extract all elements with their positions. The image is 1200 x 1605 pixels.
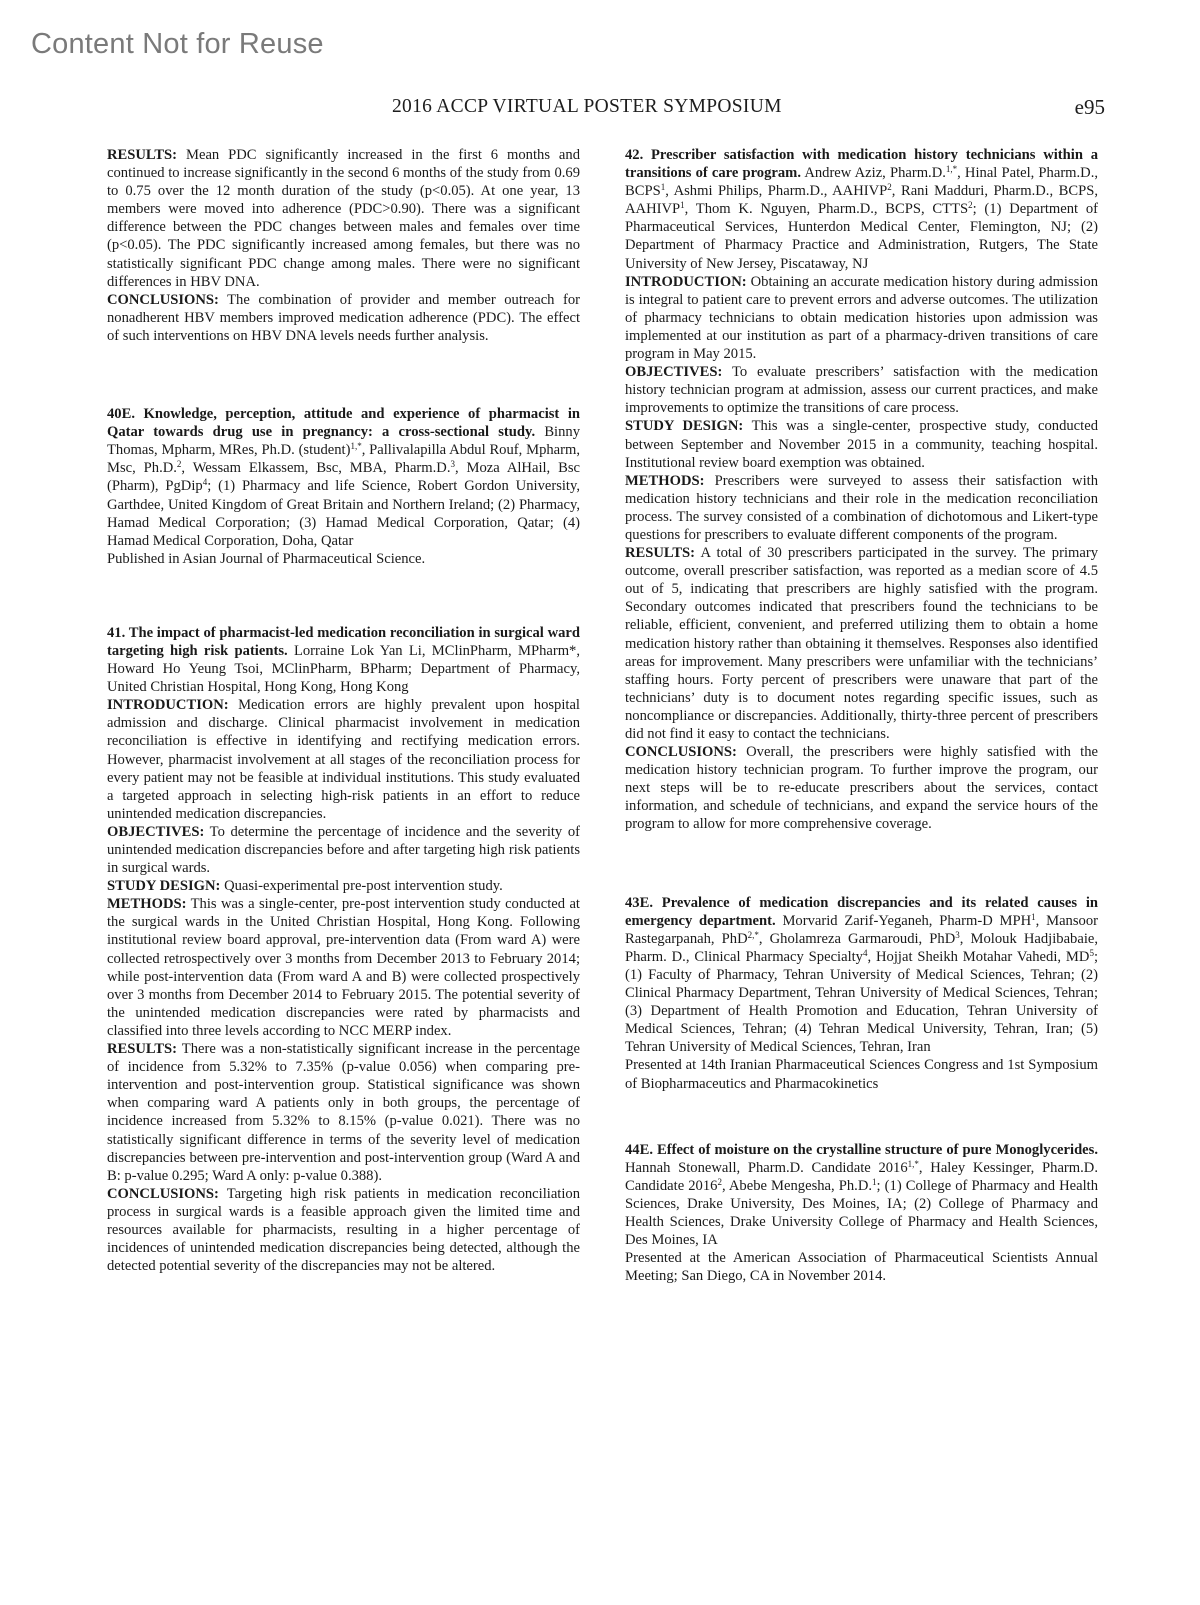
results-text: There was a non-statistically significant increase in the percentage of incidence from 5.32% to 7.35% (p-value 0.056) when comparing pre-intervention and post-intervention group. Statistical significance was shown when comparing ward A patients only in both groups, the percentage of incidence increased from 5.32% to 8.15% (p-value 0.021). There was no statistically significant difference in terms of the severity level of medication discrepancies between pre-intervention and post-intervention group (Ward A and B: p-value 0.295; Ward A only: p-value 0.388).: [107, 1041, 580, 1184]
introduction-label: INTRODUCTION:: [107, 697, 229, 714]
study-design-paragraph: [107, 877, 580, 895]
affiliation-mark: 2: [176, 459, 182, 470]
abstract-title: 42. Prescriber satisfaction with medication history technicians within a transitions of care program.: [625, 147, 1098, 182]
abstract-authors: Binny Thomas, Mpharm, MRes, Ph.D. (student): [107, 424, 581, 459]
abstract-header: [625, 146, 1098, 273]
abstract-40e: [107, 405, 580, 568]
abstract-affiliations: ; (1) College of Pharmacy and Health Sciences, Drake University, Des Moines, IA; (2) College of Pharmacy and Health Sciences, Drake University College of Pharmacy and Health Sciences, Des Moines, IA: [625, 1177, 1098, 1249]
affiliation-mark: 4: [862, 947, 868, 958]
conclusions-label: CONCLUSIONS:: [107, 1185, 219, 1202]
abstract-affiliations: ; (1) Pharmacy and life Science, Robert Gordon University, Garthdee, United Kingdom of Great Britain and Northern Ireland; (2) Pharmacy, Hamad Medical Corporation; (3) Hamad Medical Corporation, Qatar; (4) Hamad Medical Corporation, Doha, Qatar: [107, 478, 580, 549]
abstract-header: [107, 624, 580, 696]
conclusions-text: Overall, the prescribers were highly satisfied with the medication history technician program. To further improve the program, our next steps will be to re-educate prescribers about the services, contact information, and schedule of technicians, and expand the service hours of the program to allow for more comprehensive coverage.: [625, 744, 1098, 833]
abstract-authors: , Moza AlHail, Bsc (Pharm), PgDip: [107, 460, 580, 495]
publication-note: Published in Asian Journal of Pharmaceutical Science.: [107, 550, 426, 567]
presentation-note: Presented at 14th Iranian Pharmaceutical Sciences Congress and 1st Symposium of Biopharmaceutics and Pharmacokinetics: [625, 1057, 1098, 1092]
abstract-authors: , Wessam Elkassem, Bsc, MBA, Pharm.D.: [181, 460, 451, 477]
objectives-label: OBJECTIVES:: [107, 823, 205, 840]
conclusions-label: CONCLUSIONS:: [625, 744, 737, 761]
conclusions-text: Targeting high risk patients in medication reconciliation process in surgical wards is a feasible approach given the limited time and resources available for pharmacists, resulting in a higher percentage of incidences of unintended medication discrepancies being detected, although the detected potential severity of the discrepancies may not be altered.: [107, 1185, 581, 1275]
study-design-text: This was a single-center, prospective study, conducted between September and November 2015 in a community, teaching hospital. Institutional review board exemption was obtained.: [625, 418, 1098, 471]
affiliation-mark: 1: [872, 1176, 877, 1187]
affiliation-mark: 1,*: [907, 1158, 919, 1169]
results-paragraph: [107, 1040, 580, 1185]
abstract-authors: , Abebe Mengesha, Ph.D.: [721, 1177, 873, 1194]
affiliation-mark: 1,*: [350, 441, 362, 452]
abstract-authors: , Mansoor Rastegarpanah, PhD: [625, 912, 1098, 947]
methods-paragraph: [107, 895, 580, 1040]
abstract-authors: Andrew Aziz, Pharm.D.: [804, 165, 946, 182]
results-text: Mean PDC significantly increased in the first 6 months and continued to increase significantly in the second 6 months of the study from 0.69 to 0.75 over the 12 month duration of the study (p<0.05). At one year, 13 members were moved into adherence (PDC>0.90). There was a significant difference between the PDC changes between males and females over time (p<0.05). The PDC significantly increased among females, but there was no statistically significant PDC change among males. There were no significant differences in HBV DNA.: [107, 147, 580, 290]
introduction-text: Medication errors are highly prevalent upon hospital admission and discharge. Clinical pharmacist involvement in medication reconciliation is effective in identifying and rectifying medication errors. However, pharmacist involvement at all stages of the reconciliation process for every patient may not be feasible at individual institutions. This study evaluated a targeted approach in selecting high-risk patients in an effort to reduce unintended medication discrepancies.: [107, 697, 580, 822]
methods-text: Prescribers were surveyed to assess their satisfaction with medication history technicians and their role in the medication reconciliation process. The survey consisted of a combination of dichotomous and Likert-type questions for prescribers to evaluate different components of the program.: [625, 472, 1098, 543]
left-column: [107, 146, 580, 1275]
affiliation-mark: 3: [955, 929, 960, 940]
abstract-authors: , Ashmi Philips, Pharm.D., AAHIVP: [665, 183, 888, 200]
conclusions-text: The combination of provider and member outreach for nonadherent HBV members improved medication adherence (PDC). The effect of such interventions on HBV DNA levels needs further analysis.: [107, 291, 580, 344]
objectives-paragraph: [107, 823, 580, 877]
abstract-authors: , Thom K. Nguyen, Pharm.D., BCPS, CTTS: [684, 201, 969, 218]
results-text: A total of 30 prescribers participated in the survey. The primary outcome, overall prescriber satisfaction, was reported as a median score of 4.5 out of 5, indicating that prescribers are highly satisfied with the program. Secondary outcomes indicated that prescribers found the technicians to be reliable, efficient, convenient, and preferred utilizing them to obtain a home medication history rather than obtaining it themselves. Responses also identified areas for improvement. Many prescribers were unfamiliar with the technicians’ staffing hours. Forty percent of prescribers were unaware that part of the technicians’ duty is to document notes regarding specific issues, such as noncompliance or discrepancies. Additionally, thirty-three percent of prescribers did not find it easy to contact the technicians.: [625, 545, 1099, 742]
introduction-paragraph: [107, 696, 580, 823]
affiliation-mark: 2: [887, 182, 892, 193]
conclusions-label: CONCLUSIONS:: [107, 291, 219, 308]
abstract-authors: , Molouk Hadjibabaie, Pharm. D., Clinical Pharmacy Specialty: [625, 930, 1098, 965]
abstract-continued: [107, 146, 580, 345]
affiliation-mark: 4: [202, 477, 208, 488]
running-title: 2016 ACCP VIRTUAL POSTER SYMPOSIUM: [392, 96, 782, 117]
watermark: Content Not for Reuse: [31, 28, 324, 60]
abstract-title: 40E. Knowledge, perception, attitude and experience of pharmacist in Qatar towards drug use in pregnancy: a cross-sectional study.: [107, 406, 580, 441]
abstract-authors: , Pallivalapilla Abdul Rouf, Mpharm, Msc, Ph.D.: [107, 442, 581, 477]
abstract-authors: , Haley Kessinger, Pharm.D. Candidate 2016: [625, 1159, 1098, 1194]
presentation-note: Presented at the American Association of Pharmaceutical Scientists Annual Meeting; San Diego, CA in November 2014.: [625, 1250, 1098, 1285]
abstract-header: [625, 894, 1098, 1057]
abstract-43e: [625, 894, 1098, 1093]
objectives-paragraph: [625, 363, 1098, 417]
affiliation-mark: 1: [1031, 911, 1036, 922]
affiliation-mark: 2,*: [747, 929, 759, 940]
conclusions-paragraph: [107, 291, 580, 345]
results-paragraph: [625, 544, 1098, 743]
abstract-title: 43E. Prevalence of medication discrepancies and its related causes in emergency department.: [625, 894, 1098, 929]
methods-label: METHODS:: [625, 472, 705, 489]
abstract-authors: Lorraine Lok Yan Li, MClinPharm, MPharm*, Howard Ho Yeung Tsoi, MClinPharm, BPharm; Department of Pharmacy, United Christian Hospital, Hong Kong, Hong Kong: [107, 642, 580, 696]
results-paragraph: [107, 146, 580, 291]
affiliation-mark: 1: [660, 182, 666, 193]
abstract-42: [625, 146, 1098, 834]
study-design-paragraph: [625, 417, 1098, 471]
introduction-text: Obtaining an accurate medication history during admission is integral to patient care to prevent errors and adverse outcomes. The utilization of pharmacy technicians to obtain medication histories upon admission was implemented at our institution as part of a pharmacy-driven transitions of care program in May 2015.: [625, 273, 1098, 363]
conclusions-paragraph: [625, 743, 1098, 833]
objectives-text: To determine the percentage of incidence and the severity of unintended medication discrepancies before and after targeting high risk patients in surgical wards.: [107, 823, 580, 877]
study-design-label: STUDY DESIGN:: [625, 418, 744, 435]
objectives-text: To evaluate prescribers’ satisfaction with the medication history technician program at admission, assess our current practices, and make improvements to optimize the transitions of care process.: [625, 364, 1098, 417]
right-column: [625, 146, 1098, 1285]
abstract-41: [107, 624, 580, 1275]
introduction-paragraph: [625, 273, 1098, 363]
objectives-label: OBJECTIVES:: [625, 364, 723, 381]
affiliation-mark: 5: [1089, 947, 1094, 958]
abstract-authors: , Gholamreza Garmaroudi, PhD: [758, 930, 956, 947]
affiliation-mark: 1,*: [945, 164, 958, 175]
abstract-authors: Hannah Stonewall, Pharm.D. Candidate 2016: [625, 1159, 908, 1176]
results-label: RESULTS:: [107, 147, 178, 163]
results-label: RESULTS:: [107, 1041, 178, 1058]
page-number: e95: [1074, 95, 1105, 119]
affiliation-mark: 2: [717, 1176, 722, 1187]
study-design-text: Quasi-experimental pre-post intervention study.: [224, 878, 503, 895]
affiliation-mark: 2: [968, 200, 973, 211]
abstract-affiliations: ; (1) Department of Pharmaceutical Services, Hunterdon Medical Center, Flemington, NJ; (2) Department of Pharmacy Practice and Administration, Rutgers, The State University of New Jersey, Piscataway, NJ: [625, 201, 1099, 272]
abstract-authors: , Rani Madduri, Pharm.D., BCPS, AAHIVP: [625, 183, 1098, 218]
introduction-label: INTRODUCTION:: [625, 273, 747, 290]
methods-paragraph: [625, 472, 1098, 544]
abstract-authors: , Hinal Patel, Pharm.D., BCPS: [625, 165, 1099, 200]
abstract-header: [625, 1141, 1098, 1250]
study-design-label: STUDY DESIGN:: [107, 878, 221, 895]
abstract-header: [107, 405, 580, 550]
conclusions-paragraph: [107, 1185, 580, 1275]
abstract-44e: [625, 1141, 1098, 1286]
abstract-authors: Morvarid Zarif-Yeganeh, Pharm-D MPH: [782, 912, 1032, 929]
methods-label: METHODS:: [107, 896, 187, 913]
affiliation-mark: 3: [450, 459, 455, 470]
affiliation-mark: 1: [680, 200, 685, 211]
abstract-authors: , Hojjat Sheikh Motahar Vahedi, MD: [867, 948, 1090, 965]
results-label: RESULTS:: [625, 545, 696, 562]
abstract-title: 41. The impact of pharmacist-led medication reconciliation in surgical ward targeting high risk patients.: [107, 624, 580, 659]
abstract-title: 44E. Effect of moisture on the crystalline structure of pure Monoglycerides.: [625, 1141, 1098, 1158]
abstract-affiliations: ; (1) Faculty of Pharmacy, Tehran University of Medical Sciences, Tehran; (2) Clinical Pharmacy Department, Tehran University of Medical Sciences, Tehran; (3) Department of Health Promotion and Education, Tehran University of Medical Sciences, Tehran; (4) Tehran Medical University, Tehran, Iran; (5) Tehran University of Medical Sciences, Tehran, Iran: [625, 948, 1098, 1056]
methods-text: This was a single-center, pre-post intervention study conducted at the surgical wards in the United Christian Hospital, Hong Kong. Following institutional review board approval, pre-intervention data (From ward A) were collected retrospectively over 3 months from December 2013 to February 2014; while post-intervention data (From ward A and B) were collected prospectively over 3 months from December 2014 to February 2015. The potential severity of the unintended medication discrepancies were rated by pharmacists and classified into three levels according to NCC MERP index.: [107, 896, 580, 1039]
